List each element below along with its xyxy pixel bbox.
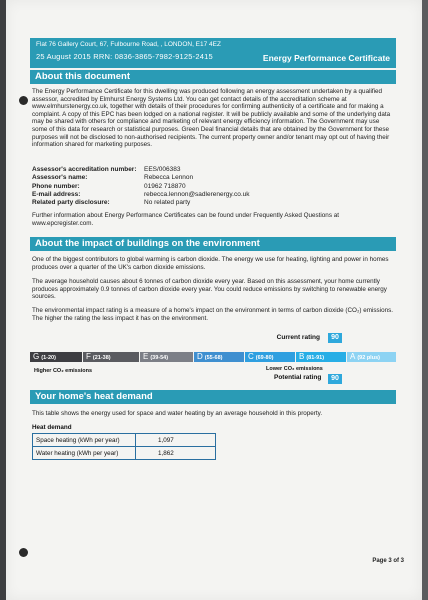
punch-hole	[19, 96, 28, 105]
band-letter: C	[248, 352, 254, 361]
impact-paragraph-3: The environmental impact rating is a measure of a home's impact on the environment in terms of carbon dioxide (CO₂) emissions. The higher the rating the less impact it has on the environment.	[32, 307, 393, 322]
band-range: (1-20)	[41, 355, 56, 361]
assessor-details	[32, 166, 394, 207]
table-cell-label: Water heating (kWh per year)	[33, 447, 136, 460]
potential-rating-value: 90	[328, 374, 342, 384]
band-d	[194, 352, 244, 362]
band-g	[30, 352, 82, 362]
table-row	[33, 447, 216, 460]
further-info-paragraph: Further information about Energy Performance Certificates can be found under Frequently Asked Questions at www.epcregister.com.	[32, 212, 339, 227]
detail-label: Assessor's accreditation number:	[32, 166, 137, 173]
detail-value: rebecca.lennon@sadlerenergy.co.uk	[144, 190, 250, 198]
punch-hole	[19, 548, 28, 557]
detail-row	[32, 166, 394, 174]
impact-paragraph-1: One of the biggest contributors to global warming is carbon dioxide. The energy we use for heating, lighting and power in homes produces over a quarter of the UK's carbon dioxide emissions.	[32, 256, 389, 271]
detail-row	[32, 191, 394, 199]
band-letter: B	[299, 352, 305, 361]
band-letter: G	[33, 352, 40, 361]
detail-value: 01962 718870	[144, 182, 186, 190]
detail-value: No related party	[144, 199, 191, 207]
heat-table-title: Heat demand	[32, 424, 72, 431]
band-range: (21-38)	[92, 355, 111, 361]
heat-demand-table	[32, 424, 216, 460]
band-range: (55-68)	[204, 355, 223, 361]
band-range: (92 plus)	[357, 355, 380, 361]
band-b	[296, 352, 346, 362]
band-range: (39-54)	[150, 355, 169, 361]
band-letter: A	[350, 352, 356, 361]
detail-row	[32, 183, 394, 191]
impact-paragraph-2: The average household causes about 6 tonnes of carbon dioxide every year. Based on this assessment, your home currently produces approximately 0.9 tonnes of carbon dioxide every year. You could reduce emissions by switching to renewable energy sources.	[32, 278, 387, 301]
detail-row	[32, 199, 394, 207]
band-a	[347, 352, 396, 362]
band-letter: E	[143, 352, 149, 361]
property-address: Flat 76 Gallery Court, 67, Fulbourne Road, , LONDON, E17 4EZ	[36, 41, 221, 48]
band-f	[83, 352, 139, 362]
potential-rating-label: Potential rating	[274, 374, 322, 381]
band-c	[245, 352, 295, 362]
certificate-header	[30, 38, 396, 68]
current-rating-value: 90	[328, 333, 342, 343]
section-heading-impact: About the impact of buildings on the environment	[30, 237, 396, 251]
detail-label: Related party disclosure:	[32, 199, 110, 207]
table-cell-label: Space heating (kWh per year)	[33, 434, 136, 447]
section-heading-heat: Your home's heat demand	[30, 390, 396, 404]
environmental-impact-rating	[30, 330, 396, 388]
heat-paragraph: This table shows the energy used for space and water heating by an average household in this property.	[32, 410, 323, 417]
table-row	[33, 434, 216, 447]
band-e	[140, 352, 193, 362]
detail-label: Assessor's name:	[32, 174, 88, 182]
detail-value: Rebecca Lennon	[144, 174, 194, 182]
detail-value: EES/006383	[144, 166, 181, 173]
table-cell-value: 1,862	[136, 447, 216, 460]
table-cell-value: 1,097	[136, 434, 216, 447]
band-letter: D	[197, 352, 203, 361]
detail-label: E-mail address:	[32, 190, 81, 198]
band-range: (69-80)	[255, 355, 274, 361]
detail-label: Phone number:	[32, 182, 80, 190]
higher-emissions-label: Higher CO₂ emissions	[34, 368, 93, 374]
current-rating-label: Current rating	[276, 334, 320, 341]
lower-emissions-label: Lower CO₂ emissions	[266, 366, 323, 372]
date-and-rrn: 25 August 2015 RRN: 0836-3865-7982-9125-2415	[36, 52, 213, 61]
about-paragraph: The Energy Performance Certificate for this dwelling was produced following an energy assessment undertaken by a qualified assessor, accredited by Elmhurst Energy Systems Ltd. You can get contact details of the accreditation scheme at www.elmhurstenergy.co.uk, together with details of their procedures for confirming authenticity of a certificate and for making a complaint. A copy of this EPC has been lodged on a national register. It will be publicly available and some of the underlying data may be shared with others for compliance and marketing of relevant energy efficiency information. The Government may use some of this data for research or statistical purposes. Green Deal financial details that are obtained by the Government for these purposes will not be disclosed to non-authorised recipients. The current property owner and/or tenant may opt out of having their information shared for marketing purposes.	[32, 88, 391, 149]
band-letter: F	[86, 352, 91, 361]
rating-band-scale	[30, 352, 396, 362]
heat-table-grid	[32, 433, 216, 460]
page-number: Page 3 of 3	[372, 558, 404, 564]
detail-row	[32, 174, 394, 182]
band-range: (81-91)	[306, 355, 325, 361]
certificate-title: Energy Performance Certificate	[262, 53, 390, 63]
section-heading-about: About this document	[30, 70, 396, 84]
